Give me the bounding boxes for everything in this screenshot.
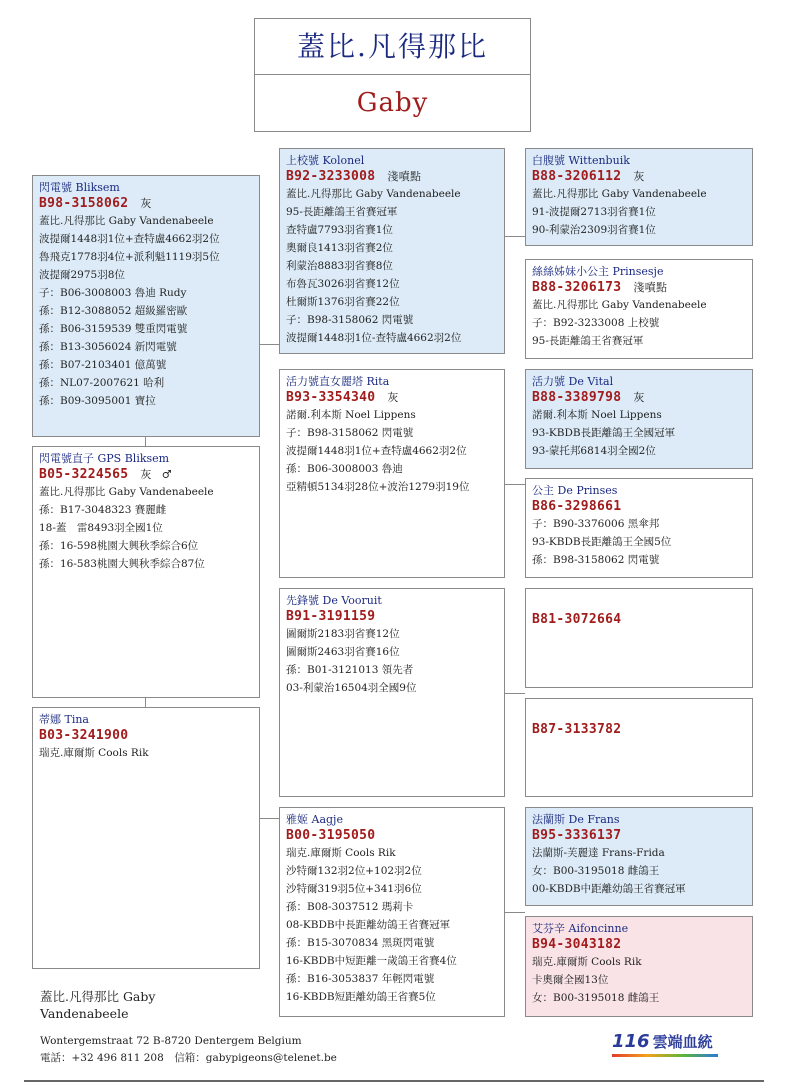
sd-line: 亞精頓5134羽28位+波治1279羽19位 [286, 481, 470, 493]
subject-ring: B05-3224565 [39, 467, 129, 482]
dsd-ring: B87-3133782 [532, 722, 622, 737]
sd-line: 孫：B06-3008003 魯迪 [286, 463, 403, 475]
ssd-ring: B88-3206173 [532, 280, 622, 295]
subject-name: 閃電號直子 GPS Bliksem [39, 452, 170, 465]
ds-name: 先鋒號 De Vooruit [286, 594, 382, 607]
dds-name: 法蘭斯 De Frans [532, 813, 620, 826]
owner-line: Vandenabeele [40, 1006, 129, 1021]
subject-line: 孫：B17-3048323 賽麗雌 [39, 504, 167, 516]
owner-name [40, 988, 155, 1022]
sss-line: 91-波提爾2713羽省賽1位 [532, 206, 656, 218]
connector [505, 912, 525, 913]
sd-name: 活力號直女麗塔 Rita [286, 375, 390, 388]
ss-line: 查特盧7793羽省賽1位 [286, 224, 393, 236]
dss-card[interactable] [525, 588, 753, 688]
ssd-line: 子：B92-3233008 上校號 [532, 317, 660, 329]
dds-line: 女：B00-3195018 雌鴿王 [532, 865, 660, 877]
dds-line: 法蘭斯-芙麗達 Frans-Frida [532, 847, 665, 859]
ssd-name: 絲絲姊妹小公主 Prinsesje [532, 265, 664, 278]
sd-line: 諾爾.利本斯 Noel Lippens [286, 409, 416, 421]
subject-color: 灰 [140, 468, 152, 481]
logo-underline [612, 1054, 718, 1057]
sire-card[interactable] [32, 175, 260, 437]
ds-card[interactable] [279, 588, 505, 797]
subject-line: 18-蓋 雷8493羽全國1位 [39, 522, 163, 534]
sire-line: 魯飛克1778羽4位+派利魁1119羽5位 [39, 251, 220, 263]
ss-card[interactable] [279, 148, 505, 354]
subject-line: 孫：16-598桃園大興秋季綜合6位 [39, 540, 199, 552]
sire-line: 子：B06-3008003 魯迪 Rudy [39, 287, 187, 299]
dd-line: 08-KBDB中長距離幼鴿王省賽冠軍 [286, 919, 451, 931]
dd-card[interactable] [279, 807, 505, 1017]
connector [260, 818, 279, 819]
dd-name: 雅姬 Aagje [286, 813, 343, 826]
ss-line: 奧爾良1413羽省賽2位 [286, 242, 393, 254]
dam-name: 蒂娜 Tina [39, 713, 89, 726]
ssd-line: 95-長距離鴿王省賽冠軍 [532, 335, 644, 347]
sdd-line: 孫：B98-3158062 閃電號 [532, 554, 660, 566]
owner-line: 蓋比.凡得那比 Gaby [40, 989, 156, 1004]
connector [145, 698, 146, 707]
address: Wontergemstraat 72 B-8720 Dentergem Belgium [40, 1035, 302, 1047]
dd-line: 孫：B15-3070834 黑斑閃電號 [286, 937, 435, 949]
ss-color: 淺噴點 [387, 170, 422, 183]
sd-line: 波提爾1448羽1位+查特盧4662羽2位 [286, 445, 467, 457]
sss-line: 蓋比.凡得那比 Gaby Vandenabeele [532, 188, 707, 200]
contact-info [40, 1033, 337, 1067]
brand-logo[interactable] [612, 1031, 713, 1052]
phone-email: 電話：+32 496 811 208 信箱：gabypigeons@telenet.be [40, 1052, 337, 1064]
ss-line: 利蒙治8883羽省賽8位 [286, 260, 393, 272]
sire-line: 波提爾1448羽1位+查特盧4662羽2位 [39, 233, 220, 245]
sds-ring: B88-3389798 [532, 390, 622, 405]
sire-lines [39, 212, 253, 410]
ds-line: 圖爾斯2463羽省賽16位 [286, 646, 400, 658]
dam-ring: B03-3241900 [39, 728, 129, 743]
dd-line: 瑞克.庫爾斯 Cools Rik [286, 847, 396, 859]
ds-line: 孫：B01-3121013 領先者 [286, 664, 414, 676]
dds-line: 00-KBDB中距離幼鴿王省賽冠軍 [532, 883, 686, 895]
dam-card[interactable] [32, 707, 260, 969]
sdd-line: 子：B90-3376006 黑傘邦 [532, 518, 660, 530]
title-box [254, 18, 531, 132]
connector [505, 484, 525, 485]
logo-number: 116 [612, 1031, 650, 1052]
sss-ring: B88-3206112 [532, 169, 622, 184]
ddd-line: 卡奧爾全國13位 [532, 974, 609, 986]
sire-line: 波提爾2975羽8位 [39, 269, 125, 281]
dd-line: 沙特爾319羽5位+341羽6位 [286, 883, 422, 895]
connector [145, 437, 146, 446]
sdd-line: 93-KBDB長距離鴿王全國5位 [532, 536, 672, 548]
sss-color: 灰 [633, 170, 645, 183]
sd-card[interactable] [279, 369, 505, 578]
ss-line: 杜爾斯1376羽省賽22位 [286, 296, 400, 308]
sire-color: 灰 [140, 197, 152, 210]
dd-line: 16-KBDB中短距離一歲鴿王省賽4位 [286, 955, 457, 967]
ssd-line: 蓋比.凡得那比 Gaby Vandenabeele [532, 299, 707, 311]
ss-line: 波提爾1448羽1位-查特盧4662羽2位 [286, 332, 462, 344]
connector [505, 693, 525, 694]
ss-line: 蓋比.凡得那比 Gaby Vandenabeele [286, 188, 461, 200]
subject-line: 孫：16-583桃園大興秋季綜合87位 [39, 558, 205, 570]
connector [260, 344, 279, 345]
ds-line: 03-利蒙治16504羽全國9位 [286, 682, 417, 694]
sire-ring: B98-3158062 [39, 196, 129, 211]
ddd-name: 艾芬辛 Aifoncinne [532, 922, 629, 935]
ddd-line: 女：B00-3195018 雌鴿王 [532, 992, 660, 1004]
ss-name: 上校號 Kolonel [286, 154, 365, 167]
ds-line: 圖爾斯2183羽省賽12位 [286, 628, 400, 640]
ddd-ring: B94-3043182 [532, 937, 622, 952]
sire-line: 孫：B07-2103401 億萬號 [39, 359, 167, 371]
logo-text: 雲端血統 [652, 1033, 713, 1051]
dd-line: 16-KBDB短距離幼鴿王省賽5位 [286, 991, 436, 1003]
ds-ring: B91-3191159 [286, 609, 376, 624]
ss-line: 布魯瓦3026羽省賽12位 [286, 278, 400, 290]
dd-line: 孫：B08-3037512 瑪莉卡 [286, 901, 414, 913]
dds-ring: B95-3336137 [532, 828, 622, 843]
dd-ring: B00-3195050 [286, 828, 376, 843]
sss-line: 90-利蒙治2309羽省賽1位 [532, 224, 656, 236]
ssd-color: 淺噴點 [633, 281, 668, 294]
sire-name: 閃電號 Bliksem [39, 181, 120, 194]
sds-name: 活力號 De Vital [532, 375, 614, 388]
subject-line: 蓋比.凡得那比 Gaby Vandenabeele [39, 486, 214, 498]
dam-line: 瑞克.庫爾斯 Cools Rik [39, 747, 149, 759]
sd-color: 灰 [387, 391, 399, 404]
sd-ring: B93-3354340 [286, 390, 376, 405]
sd-line: 子：B98-3158062 閃電號 [286, 427, 414, 439]
ss-line: 子：B98-3158062 閃電號 [286, 314, 414, 326]
sds-color: 灰 [633, 391, 645, 404]
sds-line: 93-KBDB長距離鴿王全國冠軍 [532, 427, 676, 439]
sdd-name: 公主 De Prinses [532, 484, 618, 497]
sire-line: 蓋比.凡得那比 Gaby Vandenabeele [39, 215, 214, 227]
sds-line: 93-蒙托邦6814羽全國2位 [532, 445, 656, 457]
footer-divider [24, 1080, 764, 1082]
sire-line: 孫：B13-3056024 新閃電號 [39, 341, 177, 353]
page-subtitle: Gaby [356, 88, 429, 118]
ddd-line: 瑞克.庫爾斯 Cools Rik [532, 956, 642, 968]
sdd-ring: B86-3298661 [532, 499, 622, 514]
sss-card[interactable] [525, 148, 753, 246]
dds-card[interactable] [525, 807, 753, 906]
page-title: 蓋比.凡得那比 [255, 19, 530, 75]
sdd-card[interactable] [525, 478, 753, 578]
sire-line: 孫：B06-3159539 雙重閃電號 [39, 323, 188, 335]
dd-line: 孫：B16-3053837 年輕閃電號 [286, 973, 435, 985]
dsd-card[interactable] [525, 698, 753, 797]
sire-line: 孫：NL07-2007621 哈利 [39, 377, 165, 389]
male-icon: ♂ [161, 468, 172, 481]
sire-line: 孫：B12-3088052 超級羅密歐 [39, 305, 188, 317]
sds-line: 諾爾.利本斯 Noel Lippens [532, 409, 662, 421]
dd-line: 沙特爾132羽2位+102羽2位 [286, 865, 422, 877]
ssd-card[interactable] [525, 259, 753, 359]
ddd-card[interactable] [525, 916, 753, 1017]
sds-card[interactable] [525, 369, 753, 469]
subject-card[interactable] [32, 446, 260, 698]
connector [505, 236, 525, 237]
ss-line: 95-長距離鴿王省賽冠軍 [286, 206, 398, 218]
dss-ring: B81-3072664 [532, 612, 622, 627]
ss-ring: B92-3233008 [286, 169, 376, 184]
sss-name: 白腹號 Wittenbuik [532, 154, 630, 167]
sire-line: 孫：B09-3095001 寶拉 [39, 395, 156, 407]
